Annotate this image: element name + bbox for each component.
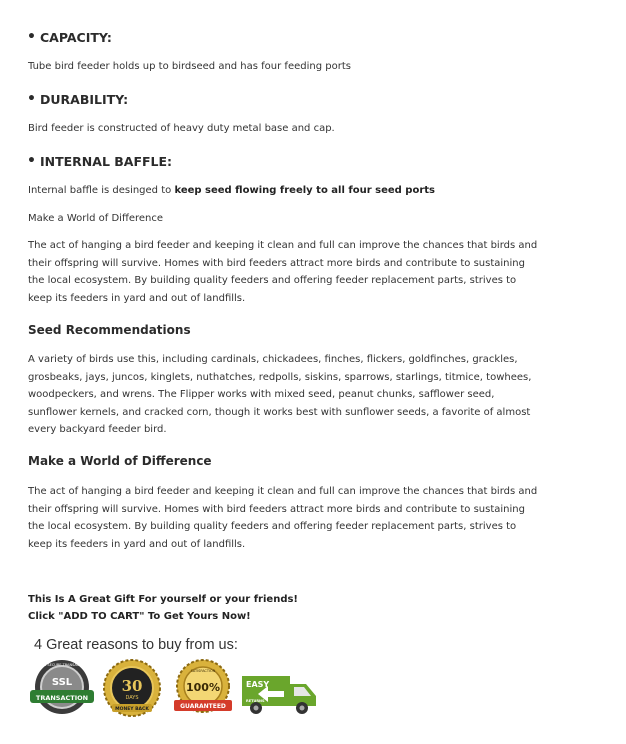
guarantee-badge-icon <box>170 658 236 718</box>
reasons-title: 4 Great reasons to buy from us: <box>34 637 238 653</box>
world-heading: Make a World of Difference <box>28 454 212 468</box>
capacity-text: Tube bird feeder holds up to birdseed and has four feeding ports <box>28 61 351 72</box>
money-back-badge-icon <box>100 658 164 718</box>
trust-badges <box>28 658 328 718</box>
ssl-badge-ring: 100% SECURE TRANSACTION <box>36 663 88 667</box>
seed-heading: Seed Recommendations <box>28 323 191 337</box>
capacity-heading: • CAPACITY: <box>40 30 112 45</box>
internal-baffle-heading: • INTERNAL BAFFLE: <box>40 154 172 169</box>
guarantee-line2: GUARANTEED <box>180 703 226 710</box>
ssl-badge-line2: TRANSACTION <box>35 694 89 702</box>
internal-baffle-text <box>28 182 540 200</box>
easy-returns-line2: RETURNS <box>246 699 265 703</box>
guarantee-number: 100% <box>186 681 220 694</box>
durability-heading: • DURABILITY: <box>40 92 128 107</box>
paragraph-2: The act of hanging a bird feeder and keeping it clean and full can improve the chances that birds and their offspring will survive. Homes with bird feeders attract more birds and contribute to sustaining the local ecosystem. By building quality feeders and offering feeder replacement parts, strives to keep its feeders in yard and out of landfills. <box>28 486 538 550</box>
internal-baffle-text-bold: keep seed flowing freely to all four seed ports <box>174 185 435 196</box>
ssl-badge-line1: SSL <box>51 677 73 688</box>
paragraph-1: The act of hanging a bird feeder and keeping it clean and full can improve the chances that birds and their offspring will survive. Homes with bird feeders attract more birds and contribute to sustaining the local ecosystem. By building quality feeders and offering feeder replacement parts, strives to keep its feeders in yard and out of landfills. <box>28 240 538 304</box>
money-back-unit: DAYS <box>125 695 139 701</box>
guarantee-ring: SATISFACTION <box>190 669 216 673</box>
cta-line-1: This Is A Great Gift For yourself or your friends! <box>28 594 298 605</box>
easy-returns-truck-icon <box>240 658 322 718</box>
internal-baffle-text-prefix: Internal baffle is desinged to <box>28 185 175 196</box>
cta-line-2: Click "ADD TO CART" To Get Yours Now! <box>28 611 251 622</box>
make-world-small: Make a World of Difference <box>28 213 164 224</box>
seed-paragraph: A variety of birds use this, including cardinals, chickadees, finches, flickers, goldfinches, grackles, grosbeaks, jays, juncos, kinglets, nuthatches, redpolls, siskins, sparrows, starlings, titmice, towhees, woodpeckers, and wrens. The Flipper works with mixed seed, peanut chunks, safflower seed, sunflower kernels, and cracked corn, though it works best with sunflower seeds, a favorite of almost every backyard feeder bird. <box>28 354 532 435</box>
ssl-badge-icon <box>28 658 96 718</box>
durability-text: Bird feeder is constructed of heavy duty metal base and cap. <box>28 123 335 134</box>
money-back-line2: MONEY BACK <box>115 707 149 712</box>
money-back-number: 30 <box>121 677 143 695</box>
easy-returns-line1: EASY <box>246 680 270 689</box>
